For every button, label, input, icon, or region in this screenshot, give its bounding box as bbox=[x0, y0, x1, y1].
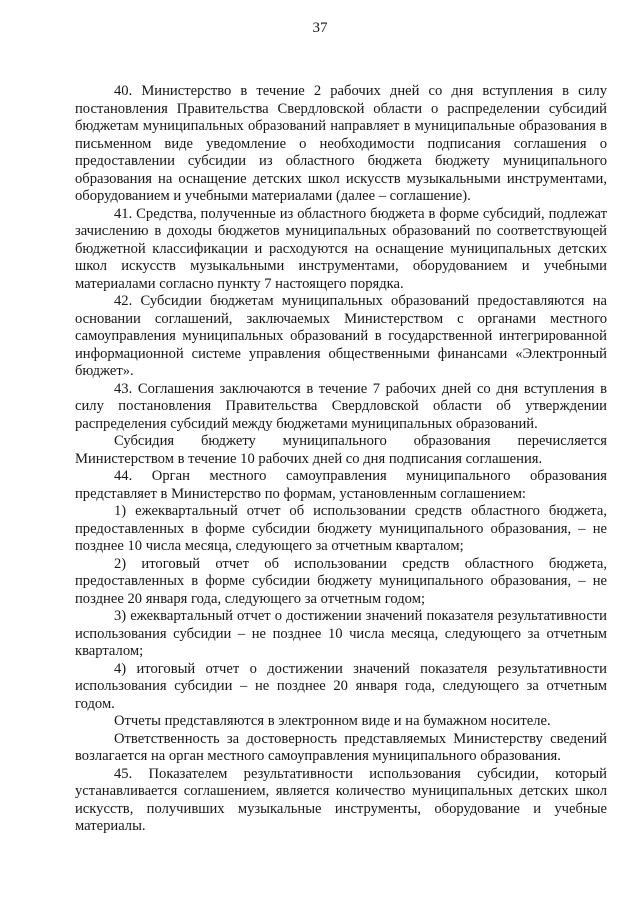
paragraph-44: 44. Орган местного самоуправления муниципального образования представляет в Министерство по формам, установленным соглашением: bbox=[75, 468, 607, 502]
list-item-1: 1) ежеквартальный отчет об использовании средств областного бюджета, предоставленных в форме субсидии бюджету муниципального образования, – не позднее 10 числа месяца, следующего за отчетным кварталом; bbox=[75, 503, 607, 554]
list-item-3: 3) ежеквартальный отчет о достижении значений показателя результативности использования субсидии – не позднее 10 числа месяца, следующего за отчетным кварталом; bbox=[75, 608, 607, 659]
list-item-2: 2) итоговый отчет об использовании средств областного бюджета, предоставленных в форме субсидии бюджету муниципального образования, – не позднее 20 января года, следующего за отчетным годом; bbox=[75, 555, 607, 607]
paragraph-reports-format: Отчеты представляются в электронном виде и на бумажном носителе. bbox=[114, 713, 551, 729]
page-number: 37 bbox=[312, 20, 328, 36]
paragraph-43: 43. Соглашения заключаются в течение 7 рабочих дней со дня вступления в силу постановления Правительства Свердловской области об утверждении распределения субсидий между бюджетами муниципальных образований. bbox=[75, 380, 607, 432]
paragraph-42: 42. Субсидии бюджетам муниципальных образований предоставляются на основании соглашений, заключаемых Министерством с органами местного самоуправления муниципальных образований в государственной интегрированной информационной системе управления общественными финансами «Электронный бюджет». bbox=[75, 293, 607, 379]
paragraph-45: 45. Показателем результативности использования субсидии, который устанавливается соглашением, является количество муниципальных детских школ искусств, получивших музыкальные инструменты, оборудование и учебные материалы. bbox=[75, 765, 607, 834]
paragraph-40: 40. Министерство в течение 2 рабочих дней со дня вступления в силу постановления Правительства Свердловской области о распределении субсидий бюджетам муниципальных образований направляет в муниципальные образования в письменном виде уведомление о необходимости подписания соглашения о предоставлении субсидии из областного бюджета бюджету муниципального образования на оснащение детских школ искусств музыкальными инструментами, оборудованием и учебными материалами (далее – соглашение). bbox=[75, 83, 607, 204]
paragraph-responsibility: Ответственность за достоверность представляемых Министерству сведений возлагается на орган местного самоуправления муниципального образования. bbox=[75, 730, 607, 764]
list-item-4: 4) итоговый отчет о достижении значений показателя результативности использования субсидии – не позднее 20 января года, следующего за отчетным годом. bbox=[75, 660, 607, 712]
paragraph-41: 41. Средства, полученные из областного бюджета в форме субсидий, подлежат зачислению в доходы бюджетов муниципальных образований по соответствующей бюджетной классификации и расходуются на оснащение муниципальных детских школ искусств музыкальными инструментами, оборудованием и учебными материалами согласно пункту 7 настоящего порядка. bbox=[75, 205, 607, 292]
document-body bbox=[75, 83, 607, 836]
paragraph-43-transfer: Субсидия бюджету муниципального образования перечисляется Министерством в течение 10 рабочих дней со дня подписания соглашения. bbox=[75, 433, 607, 467]
